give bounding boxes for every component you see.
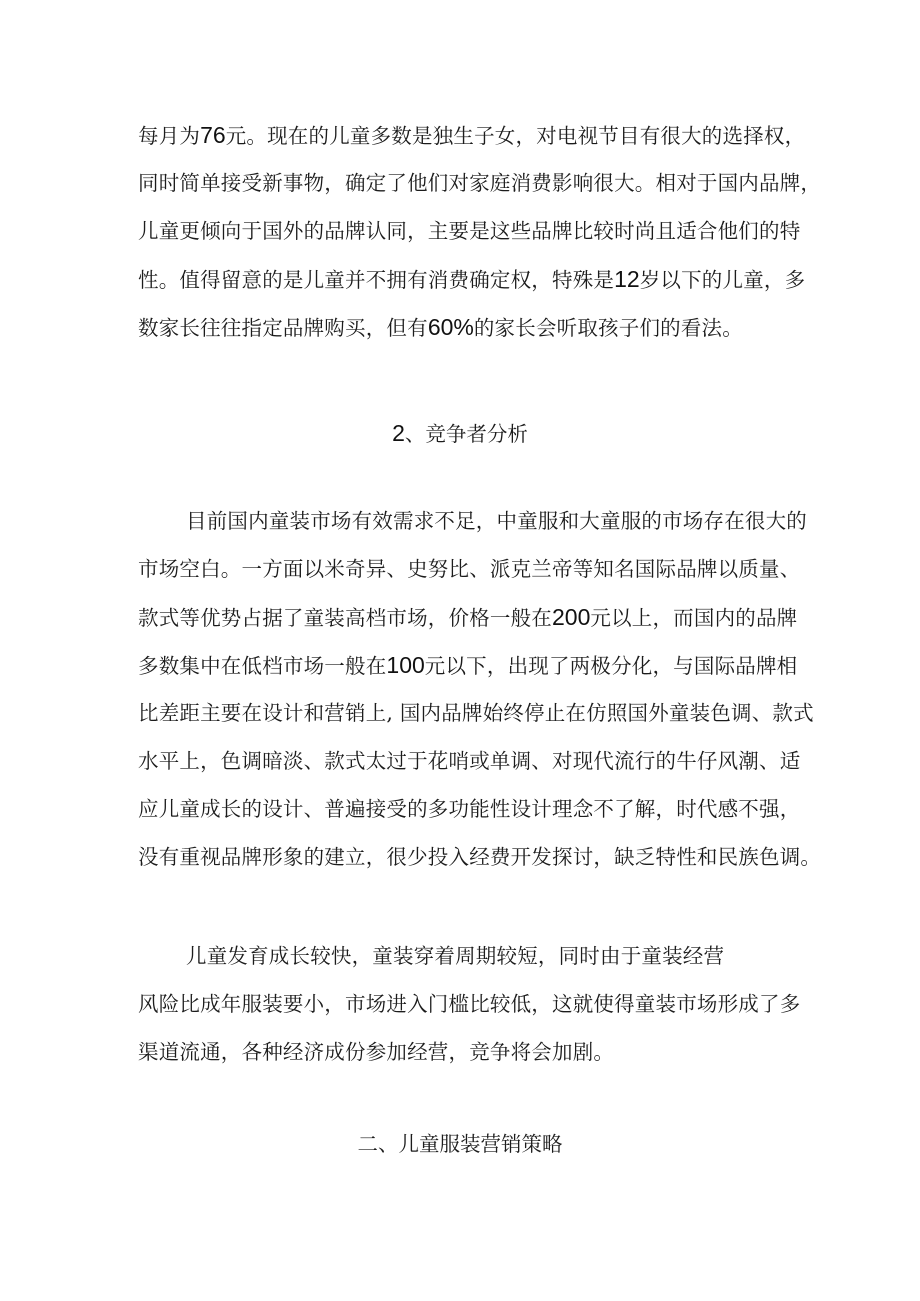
text-line — [138, 557, 800, 581]
text-line — [186, 509, 807, 533]
number-run: 76 — [200, 122, 226, 148]
text-run: 水平上，色调暗淡、款式太过于花哨或单调、对现代流行的牛仔风潮、适 — [138, 749, 801, 773]
text-line — [138, 267, 805, 292]
text-line — [138, 171, 821, 195]
text-line — [138, 1040, 614, 1064]
text-line — [138, 123, 805, 148]
text-run: 款式等优势占据了童装高档市场，价格一般在 — [138, 606, 552, 630]
text-run: 儿童更倾向于国外的品牌认同，主要是这些品牌比较时尚且适合他们的特 — [138, 219, 801, 243]
section-heading-marketing-strategy: 二、儿童服装营销策略 — [357, 1132, 563, 1156]
section-heading-competitor-analysis — [0, 421, 920, 446]
text-run: 风险比成年服装要小，市场进入门槛比较低，这就使得童装市场形成了多 — [138, 992, 801, 1016]
text-run: 元以上，而国内的品牌 — [590, 606, 798, 630]
text-run: 岁以下的儿童，多 — [639, 268, 806, 292]
text-run: 元。现在的儿童多数是独生子女，对电视节目有很大的选择权， — [225, 124, 806, 148]
text-run: 元以下，出现了两极分化，与国际品牌相 — [424, 654, 798, 678]
text-run: 目前国内童装市场有效需求不足，中童服和大童服的市场存在很大的 — [186, 509, 807, 533]
heading-number: 2 — [392, 420, 405, 446]
text-run: 每月为 — [138, 124, 201, 148]
text-line — [138, 845, 821, 869]
text-line — [138, 992, 800, 1016]
text-run: 儿童发育成长较快，童装穿着周期较短，同时由于童装经营 — [186, 944, 725, 968]
number-run: 100 — [386, 652, 425, 678]
number-run: 60% — [427, 314, 474, 340]
text-line — [138, 797, 800, 821]
text-run: 性。值得留意的是儿童并不拥有消费确定权，特殊是 — [138, 268, 615, 292]
number-run: 200 — [552, 604, 591, 630]
text-run: 渠道流通，各种经济成份参加经营，竞争将会加剧。 — [138, 1040, 615, 1064]
number-run: 12 — [614, 266, 640, 292]
text-run: 比差距主要在设计和营销上, 国内品牌始终停止在仿照国外童装色调、款式 — [138, 701, 814, 725]
text-run: 同时简单接受新事物，确定了他们对家庭消费影响很大。相对于国内品牌， — [138, 171, 822, 195]
text-line — [138, 701, 814, 725]
text-line — [138, 749, 800, 773]
text-run: 应儿童成长的设计、普遍接受的多功能性设计理念不了解，时代感不强， — [138, 797, 801, 821]
text-run: 多数集中在低档市场一般在 — [138, 654, 387, 678]
text-run: 市场空白。一方面以米奇异、史努比、派克兰帝等知名国际品牌以质量、 — [138, 557, 801, 581]
heading-text: 、竞争者分析 — [404, 422, 528, 446]
text-line — [138, 219, 800, 243]
text-line — [138, 315, 743, 340]
text-run: 数家长往往指定品牌购买，但有 — [138, 316, 428, 340]
text-line — [138, 653, 797, 678]
text-line — [138, 605, 797, 630]
text-line — [186, 944, 724, 968]
text-run: 没有重视品牌形象的建立，很少投入经费开发探讨，缺乏特性和民族色调。 — [138, 845, 822, 869]
text-run: 的家长会听取孩子们的看法。 — [473, 316, 743, 340]
